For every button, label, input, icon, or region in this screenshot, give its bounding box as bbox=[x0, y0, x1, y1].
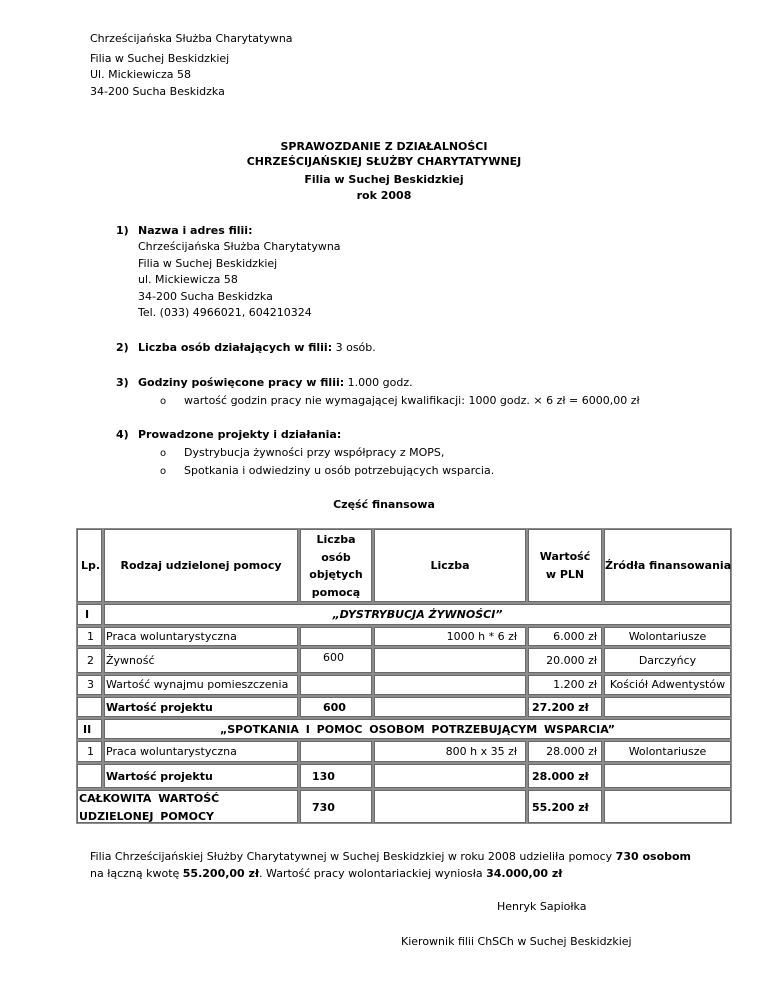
table-row-wartosc bbox=[528, 741, 602, 762]
total-row-wartosc: 28.000 zł bbox=[532, 770, 589, 783]
row-wartosc: 1.200 zł bbox=[553, 678, 597, 691]
row-rodzaj: Praca woluntarystyczna bbox=[106, 745, 237, 758]
section-2-num-cell bbox=[77, 719, 102, 739]
header-liczba-osob-2: osób bbox=[321, 551, 351, 564]
summary-volunteer-value: 34.000,00 zł bbox=[486, 867, 563, 880]
bullet-marker: o bbox=[160, 466, 167, 477]
table-row-lp bbox=[77, 627, 102, 646]
bullet-marker: o bbox=[160, 396, 167, 407]
letterhead-line-3: Ul. Mickiewicza 58 bbox=[90, 68, 191, 81]
section-4-heading: Prowadzone projekty i działania: bbox=[138, 428, 342, 441]
report-title-line-4: rok 2008 bbox=[356, 189, 412, 202]
signature-name: Henryk Sapiołka bbox=[497, 900, 587, 913]
total-row-wartosc-cell bbox=[528, 697, 602, 717]
section-1-line: Filia w Suchej Beskidzkiej bbox=[138, 257, 278, 270]
summary-persons: 730 osobom bbox=[615, 850, 692, 863]
section-1-num: I bbox=[85, 608, 90, 621]
grand-total-osob-cell bbox=[300, 790, 372, 823]
header-cell-rodzaj bbox=[104, 529, 298, 602]
total-row-label: Wartość projektu bbox=[106, 770, 213, 783]
section-2-heading: Liczba osób działających w filii: bbox=[138, 341, 333, 354]
grand-total-liczba bbox=[374, 790, 526, 823]
bullet-marker: o bbox=[160, 448, 167, 459]
summary-text: Filia Chrześcijańskiej Służby Charytatywnej w Suchej Beskidzkiej w roku 2008 udzieliła pomocy bbox=[90, 850, 616, 863]
table-row-rodzaj bbox=[104, 675, 298, 695]
header-wartosc-1: Wartość bbox=[539, 550, 591, 563]
total-row-lp bbox=[77, 764, 102, 788]
section-2-title: „SPOTKANIA I POMOC OSOBOM POTRZEBUJĄCYM WSPARCIA” bbox=[219, 723, 616, 736]
section-4-bullet: Dystrybucja żywności przy współpracy z MOPS, bbox=[184, 446, 445, 459]
table-row-lp bbox=[77, 741, 102, 762]
row-liczba: 1000 h * 6 zł bbox=[446, 630, 517, 643]
summary-line-1 bbox=[90, 850, 691, 863]
report-title-line-1: SPRAWOZDANIE Z DZIAŁALNOŚCI bbox=[280, 140, 488, 153]
grand-total-zrodla bbox=[604, 790, 731, 823]
table-row-rodzaj bbox=[104, 648, 298, 673]
row-lp: 2 bbox=[87, 654, 94, 667]
table-row-osob bbox=[300, 675, 372, 695]
section-1-title-cell bbox=[104, 604, 731, 625]
header-liczba-osob-1: Liczba bbox=[316, 533, 356, 546]
table-row-liczba bbox=[374, 648, 526, 673]
total-row-lp bbox=[77, 697, 102, 717]
letterhead-line-1: Chrześcijańska Służba Charytatywna bbox=[90, 32, 293, 45]
section-2-num: II bbox=[83, 723, 92, 736]
row-lp: 1 bbox=[87, 745, 94, 758]
table-row-rodzaj bbox=[104, 627, 298, 646]
summary-line-2 bbox=[90, 867, 562, 880]
table-row-wartosc bbox=[528, 675, 602, 695]
header-cell-lp bbox=[77, 529, 102, 602]
row-zrodla: Wolontariusze bbox=[628, 630, 707, 643]
row-zrodla: Wolontariusze bbox=[628, 745, 707, 758]
header-liczba-osob-3: objętych bbox=[309, 568, 363, 581]
signature-role: Kierownik filii ChSCh w Suchej Beskidzkiej bbox=[401, 935, 632, 948]
section-3-heading: Godziny poświęcone pracy w filii: bbox=[138, 376, 345, 389]
table-row-lp bbox=[77, 675, 102, 695]
header-cell-zrodla bbox=[604, 529, 731, 602]
section-1-heading: Nazwa i adres filii: bbox=[138, 224, 253, 237]
section-4-number: 4) bbox=[116, 428, 129, 441]
row-osob: 600 bbox=[323, 651, 344, 664]
table-row-zrodla bbox=[604, 627, 731, 646]
row-lp: 3 bbox=[87, 678, 94, 691]
row-rodzaj: Żywność bbox=[106, 654, 155, 667]
grand-total-osob: 730 bbox=[312, 801, 335, 814]
table-row-liczba bbox=[374, 741, 526, 762]
table-row-osob bbox=[300, 741, 372, 762]
grand-total-label-2: UDZIELONEJ POMOCY bbox=[79, 810, 215, 823]
header-cell-liczba bbox=[374, 529, 526, 602]
grand-total-wartosc: 55.200 zł bbox=[532, 801, 589, 814]
header-liczba: Liczba bbox=[430, 559, 470, 572]
letterhead-line-4: 34-200 Sucha Beskidzka bbox=[90, 85, 225, 98]
total-row-wartosc: 27.200 zł bbox=[532, 701, 589, 714]
total-row-liczba bbox=[374, 764, 526, 788]
row-wartosc: 28.000 zł bbox=[546, 745, 597, 758]
section-3-number: 3) bbox=[116, 376, 129, 389]
table-row-liczba bbox=[374, 675, 526, 695]
row-liczba: 800 h x 35 zł bbox=[445, 745, 517, 758]
total-row-osob-cell bbox=[300, 697, 372, 717]
table-row-osob bbox=[300, 627, 372, 646]
header-wartosc-2: w PLN bbox=[545, 568, 585, 581]
table-row-wartosc bbox=[528, 648, 602, 673]
section-2-number: 2) bbox=[116, 341, 129, 354]
table-row-wartosc bbox=[528, 627, 602, 646]
section-1-number: 1) bbox=[116, 224, 129, 237]
row-rodzaj: Praca woluntarystyczna bbox=[106, 630, 237, 643]
row-zrodla: Kościół Adwentystów bbox=[609, 678, 726, 691]
header-rodzaj: Rodzaj udzielonej pomocy bbox=[120, 559, 282, 572]
header-lp: Lp. bbox=[81, 559, 101, 572]
section-1-title: „DYSTRYBUCJA ŻYWNOŚCI” bbox=[332, 608, 503, 621]
section-2-title-cell bbox=[104, 719, 731, 739]
header-liczba-osob-4: pomocą bbox=[311, 586, 361, 599]
section-1-num-cell bbox=[77, 604, 102, 625]
total-row-osob-cell bbox=[300, 764, 372, 788]
grand-total-label-1: CAŁKOWITA WARTOŚĆ bbox=[79, 792, 220, 805]
table-row-zrodla bbox=[604, 741, 731, 762]
finance-table bbox=[76, 528, 732, 824]
table-row-zrodla bbox=[604, 648, 731, 673]
summary-total-amount: 55.200,00 zł bbox=[182, 867, 260, 880]
section-3-value: 1.000 godz. bbox=[344, 376, 413, 389]
row-zrodla: Darczyńcy bbox=[638, 654, 697, 667]
section-1-line: Chrześcijańska Służba Charytatywna bbox=[138, 240, 341, 253]
section-1-line: ul. Mickiewicza 58 bbox=[138, 273, 238, 286]
total-row-label: Wartość projektu bbox=[106, 701, 213, 714]
row-lp: 1 bbox=[87, 630, 94, 643]
section-3-bullet: wartość godzin pracy nie wymagającej kwalifikacji: 1000 godz. × 6 zł = 6000,00 zł bbox=[184, 394, 640, 407]
section-1-line: Tel. (033) 4966021, 604210324 bbox=[138, 306, 312, 319]
total-row-zrodla bbox=[604, 764, 731, 788]
total-row-zrodla bbox=[604, 697, 731, 717]
total-row-osob: 600 bbox=[323, 701, 346, 714]
total-row-label-cell bbox=[104, 697, 298, 717]
row-rodzaj: Wartość wynajmu pomieszczenia bbox=[106, 678, 289, 691]
table-row-zrodla bbox=[604, 675, 731, 695]
row-wartosc: 20.000 zł bbox=[546, 654, 597, 667]
total-row-wartosc-cell bbox=[528, 764, 602, 788]
section-1-line: 34-200 Sucha Beskidzka bbox=[138, 290, 273, 303]
report-title-line-2: CHRZEŚCIJAŃSKIEJ SŁUŻBY CHARYTATYWNEJ bbox=[246, 155, 522, 168]
total-row-label-cell bbox=[104, 764, 298, 788]
header-cell-wartosc bbox=[528, 529, 602, 602]
section-4-bullet: Spotkania i odwiedziny u osób potrzebujących wsparcia. bbox=[184, 464, 495, 477]
header-zrodla: Źródła finansowania bbox=[605, 559, 732, 572]
grand-total-label-cell bbox=[77, 790, 298, 823]
report-title-line-3: Filia w Suchej Beskidzkiej bbox=[304, 173, 464, 186]
letterhead-line-2: Filia w Suchej Beskidzkiej bbox=[90, 52, 230, 65]
table-row-liczba bbox=[374, 627, 526, 646]
total-row-osob: 130 bbox=[312, 770, 335, 783]
summary-text: . Wartość pracy wolontariackiej wyniosła bbox=[259, 867, 487, 880]
section-3-text bbox=[138, 376, 413, 389]
table-row-lp bbox=[77, 648, 102, 673]
table-row-rodzaj bbox=[104, 741, 298, 762]
row-wartosc: 6.000 zł bbox=[553, 630, 597, 643]
summary-text: na łączną kwotę bbox=[90, 867, 183, 880]
finance-heading: Część finansowa bbox=[333, 498, 435, 511]
total-row-liczba bbox=[374, 697, 526, 717]
section-2-text bbox=[138, 341, 376, 354]
header-cell-liczba-osob bbox=[300, 529, 372, 602]
grand-total-wartosc-cell bbox=[528, 790, 602, 823]
table-row-osob bbox=[300, 648, 372, 673]
section-2-value: 3 osób. bbox=[332, 341, 376, 354]
